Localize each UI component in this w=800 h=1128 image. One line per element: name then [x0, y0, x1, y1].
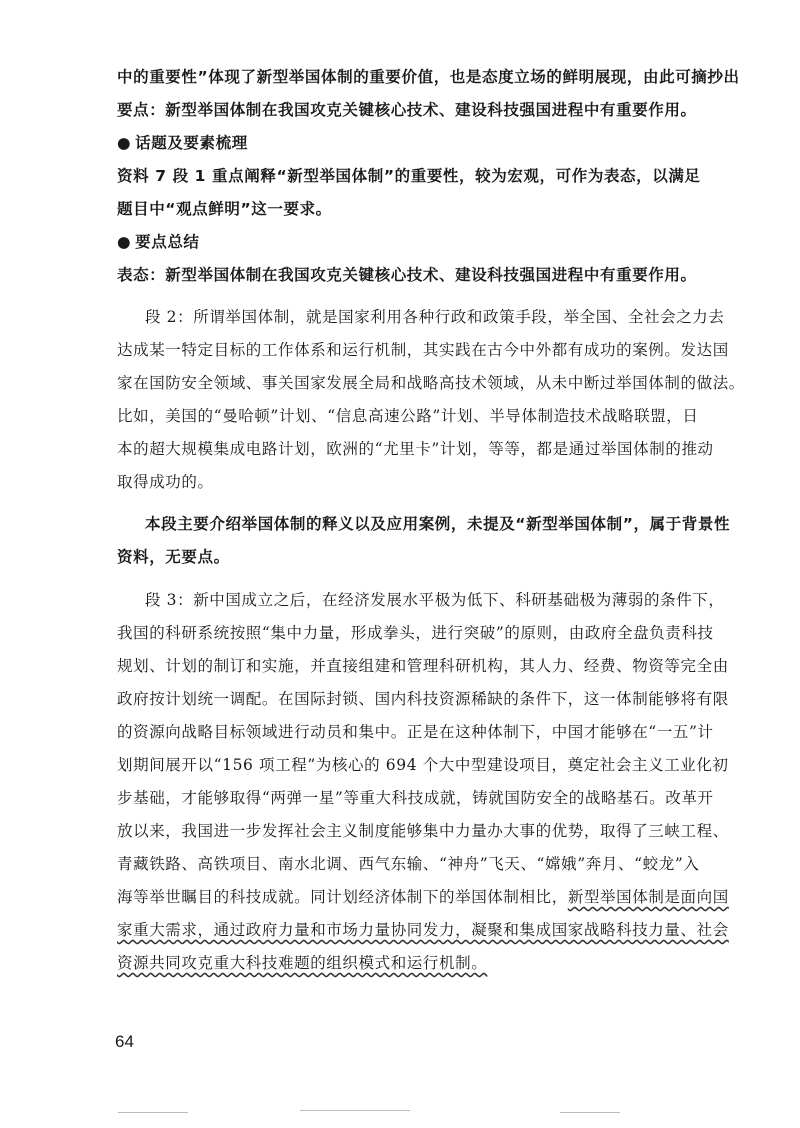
- text-segment: 海等举世瞩目的科技成就。同计划经济体制下的举国体制相比，: [117, 888, 568, 906]
- text-line: 家在国防安全领域、事关国家发展全局和战略高技术领域，从未中断过举国体制的做法。: [117, 374, 745, 392]
- scan-artifact: [560, 1112, 620, 1113]
- text-line: 要点：新型举国体制在我国攻克关键核心技术、建设科技强国进程中有重要作用。: [117, 101, 697, 119]
- text-line: 放以来，我国进一步发挥社会主义制度能够集中力量办大事的优势，取得了三峡工程、: [117, 822, 729, 840]
- text-line: 取得成功的。: [117, 473, 214, 491]
- section-heading: ● 要点总结: [117, 232, 200, 252]
- underlined-key-point: 家重大需求，通过政府力量和市场力量协同发力，凝聚和集成国家战略科技力量、社会: [117, 921, 729, 939]
- text-line: 比如，美国的“曼哈顿”计划、“信息高速公路”计划、半导体制造技术战略联盟，日: [117, 407, 699, 425]
- page-number: 64: [115, 1032, 134, 1051]
- analysis-line: 本段主要介绍举国体制的释义以及应用案例，未提及“新型举国体制”，属于背景性: [145, 515, 731, 533]
- text-line: 达成某一特定目标的工作体系和运行机制，其实践在古今中外都有成功的案例。发达国: [117, 341, 729, 359]
- text-line: 段 2：所谓举国体制，就是国家利用各种行政和政策手段，举全国、全社会之力去: [145, 308, 725, 326]
- scan-artifact: [300, 1110, 410, 1111]
- text-line: 资料 7 段 1 重点阐释“新型举国体制”的重要性，较为宏观，可作为表态，以满足: [117, 167, 701, 185]
- text-line: 表态：新型举国体制在我国攻克关键核心技术、建设科技强国进程中有重要作用。: [117, 266, 697, 284]
- text-line: 段 3：新中国成立之后，在经济发展水平极为低下、科研基础极为薄弱的条件下，: [145, 591, 725, 609]
- section-heading: ● 话题及要素梳理: [117, 133, 248, 153]
- text-line: 划期间展开以“156 项工程”为核心的 694 个大中型建设项目，奠定社会主义工业化初: [117, 756, 729, 774]
- text-line: 步基础，才能够取得“两弹一星”等重大科技成就，铸就国防安全的战略基石。改革开: [117, 789, 714, 807]
- underlined-key-point: 资源共同攻克重大科技难题的组织模式和运行机制。: [117, 954, 488, 972]
- text-line: 的资源向战略目标领域进行动员和集中。正是在这种体制下，中国才能够在“一五”计: [117, 723, 714, 741]
- text-line: 规划、计划的制订和实施，并直接组建和管理科研机构，其人力、经费、物资等完全由: [117, 657, 729, 675]
- analysis-line: 资料，无要点。: [117, 548, 230, 566]
- text-line: 政府按计划统一调配。在国际封锁、国内科技资源稀缺的条件下，这一体制能够将有限: [117, 690, 729, 708]
- text-line: [117, 887, 729, 907]
- scan-artifact: [118, 1112, 188, 1113]
- text-line: 青藏铁路、高铁项目、南水北调、西气东输、“神舟”飞天、“嫦娥”奔月、“蛟龙”入: [117, 855, 700, 873]
- text-line: 我国的科研系统按照“集中力量，形成拳头，进行突破”的原则，由政府全盘负责科技: [117, 624, 714, 642]
- text-line: 本的超大规模集成电路计划，欧洲的“尤里卡”计划，等等，都是通过举国体制的推动: [117, 440, 714, 458]
- text-line: 题目中“观点鲜明”这一要求。: [117, 200, 332, 218]
- underlined-key-point: 新型举国体制是面向国: [567, 888, 729, 906]
- text-line: 中的重要性”体现了新型举国体制的重要价值，也是态度立场的鲜明展现，由此可摘抄出: [117, 68, 740, 86]
